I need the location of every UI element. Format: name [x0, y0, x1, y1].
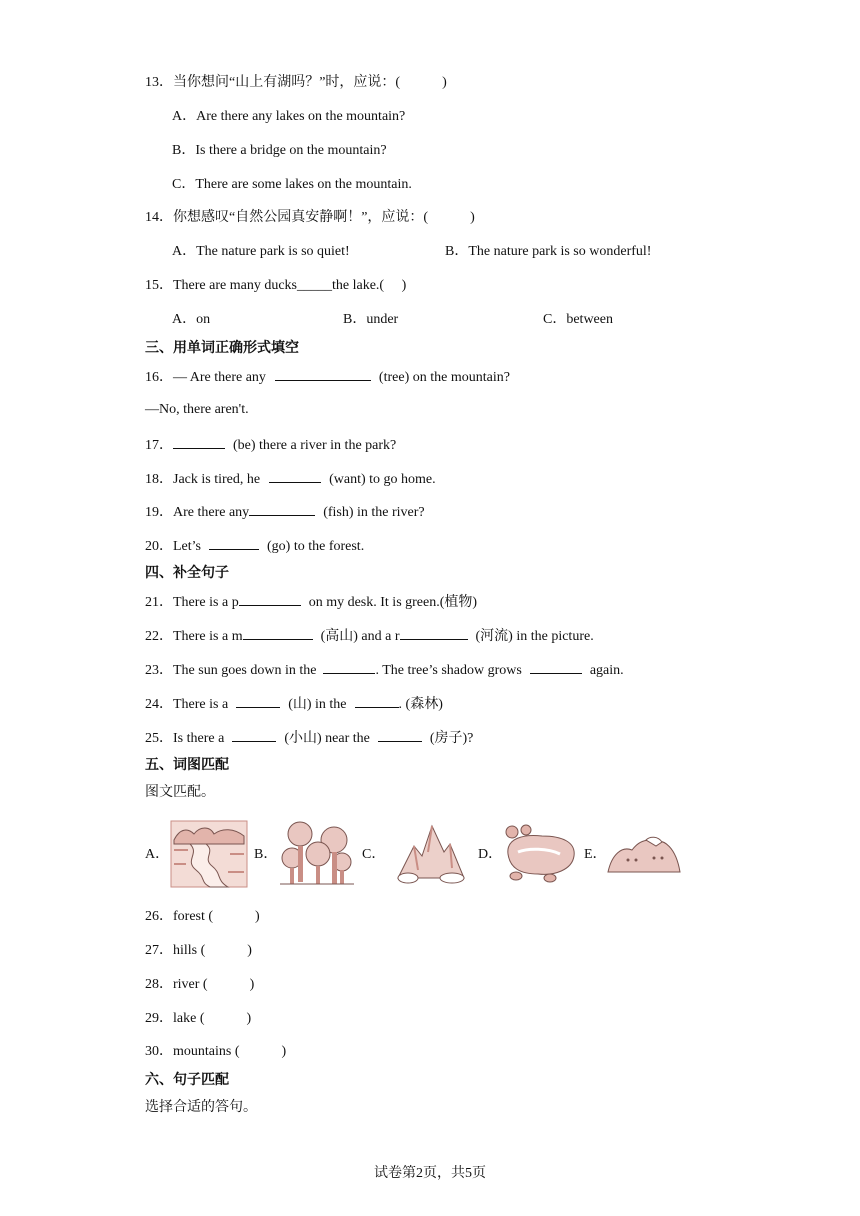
- q22-text-2: (高山) and a r: [320, 629, 400, 644]
- q24-text-2: (山) in the: [288, 697, 347, 712]
- q20-text-1: 20．Let’s: [145, 539, 201, 554]
- section-4-heading: 四、补全句子: [145, 565, 229, 581]
- q22-blank-2[interactable]: [400, 626, 468, 640]
- q18: [145, 469, 436, 489]
- page-footer: 试卷第2页，共5页: [374, 1166, 486, 1181]
- forest-picture: [278, 818, 356, 888]
- q19-text-1: 19．Are there any: [145, 505, 250, 520]
- pic-label-e: E．: [584, 847, 607, 862]
- pic-label-c: C．: [362, 847, 386, 862]
- q16-reply: —No, there aren't.: [145, 402, 249, 417]
- q23-text-1: 23．The sun goes down in the: [145, 663, 317, 678]
- q24: [145, 694, 443, 714]
- q25: [145, 728, 473, 748]
- q16: [145, 367, 510, 387]
- q21-text-2: on my desk. It is green.(植物): [308, 595, 478, 610]
- q30[interactable]: 30．mountains ( ): [145, 1044, 287, 1059]
- q20-blank[interactable]: [209, 536, 259, 550]
- section-3-heading: 三、用单词正确形式填空: [145, 340, 299, 356]
- q19: [145, 502, 425, 522]
- q13-stem: 13．当你想问“山上有湖吗？”时，应说：( ): [145, 75, 447, 90]
- q15-stem: 15．There are many ducks_____the lake.( ): [145, 278, 407, 293]
- q21-text-1: 21．There is a p: [145, 595, 239, 610]
- hills-picture: [606, 832, 682, 874]
- q23-text-2: . The tree’s shadow grows: [375, 663, 522, 678]
- section-6-heading: 六、句子匹配: [145, 1072, 229, 1088]
- q24-text-1: 24．There is a: [145, 697, 229, 712]
- lake-picture: [502, 824, 580, 884]
- q24-blank-1[interactable]: [236, 694, 280, 708]
- q18-blank[interactable]: [269, 469, 321, 483]
- q24-blank-2[interactable]: [355, 694, 399, 708]
- q22: [145, 626, 594, 646]
- q25-text-3: (房子)?: [429, 731, 474, 746]
- q23: [145, 660, 624, 680]
- q25-blank-1[interactable]: [232, 728, 276, 742]
- section-5-instruction: 图文匹配。: [145, 785, 215, 800]
- q21-blank[interactable]: [239, 592, 301, 606]
- q22-text-3: (河流) in the picture.: [475, 629, 594, 644]
- section-5-heading: 五、词图匹配: [145, 757, 229, 773]
- q25-text-2: (小山) near the: [284, 731, 370, 746]
- q20-text-2: (go) to the forest.: [267, 539, 365, 554]
- river-picture: [170, 820, 248, 888]
- pic-label-a: A．: [145, 847, 170, 862]
- pic-label-d: D．: [478, 847, 503, 862]
- q21: [145, 592, 477, 612]
- q16-text-2: (tree) on the mountain?: [378, 370, 510, 385]
- q24-text-3: . (森林): [398, 697, 443, 712]
- q23-blank-2[interactable]: [530, 660, 582, 674]
- q17-text-2: (be) there a river in the park?: [233, 438, 397, 453]
- section-6-instruction: 选择合适的答句。: [145, 1100, 257, 1115]
- q18-text-1: 18．Jack is tired, he: [145, 472, 261, 487]
- q28[interactable]: 28．river ( ): [145, 977, 255, 992]
- q17: [145, 435, 396, 455]
- q26[interactable]: 26．forest ( ): [145, 909, 260, 924]
- pic-label-b: B．: [254, 847, 278, 862]
- q25-blank-2[interactable]: [378, 728, 422, 742]
- q23-text-3: again.: [589, 663, 624, 678]
- q20: [145, 536, 364, 556]
- q17-text-1: 17．: [145, 438, 173, 453]
- q13-option-c[interactable]: C．There are some lakes on the mountain.: [172, 177, 412, 192]
- q29[interactable]: 29．lake ( ): [145, 1011, 252, 1026]
- q22-text-1: 22．There is a m: [145, 629, 243, 644]
- q15-option-c[interactable]: C．between: [543, 312, 613, 327]
- q13-option-b[interactable]: B．Is there a bridge on the mountain?: [172, 143, 387, 158]
- q22-blank-1[interactable]: [243, 626, 313, 640]
- q14-option-a[interactable]: A．The nature park is so quiet!: [172, 244, 350, 259]
- q15-option-b[interactable]: B．under: [343, 312, 399, 327]
- q13-option-a[interactable]: A．Are there any lakes on the mountain?: [172, 109, 406, 124]
- q18-text-2: (want) to go home.: [329, 472, 436, 487]
- q15-option-a[interactable]: A．on: [172, 312, 211, 327]
- q16-text-1: 16．— Are there any: [145, 370, 266, 385]
- q25-text-1: 25．Is there a: [145, 731, 225, 746]
- q19-blank[interactable]: [249, 502, 315, 516]
- q14-stem: 14．你想感叹“自然公园真安静啊！”，应说：( ): [145, 210, 475, 225]
- q17-blank[interactable]: [173, 435, 225, 449]
- q14-option-b[interactable]: B．The nature park is so wonderful!: [445, 244, 652, 259]
- mountains-picture: [392, 822, 468, 884]
- q16-blank[interactable]: [275, 367, 371, 381]
- q19-text-2: (fish) in the river?: [323, 505, 425, 520]
- q23-blank-1[interactable]: [323, 660, 375, 674]
- q27[interactable]: 27．hills ( ): [145, 943, 252, 958]
